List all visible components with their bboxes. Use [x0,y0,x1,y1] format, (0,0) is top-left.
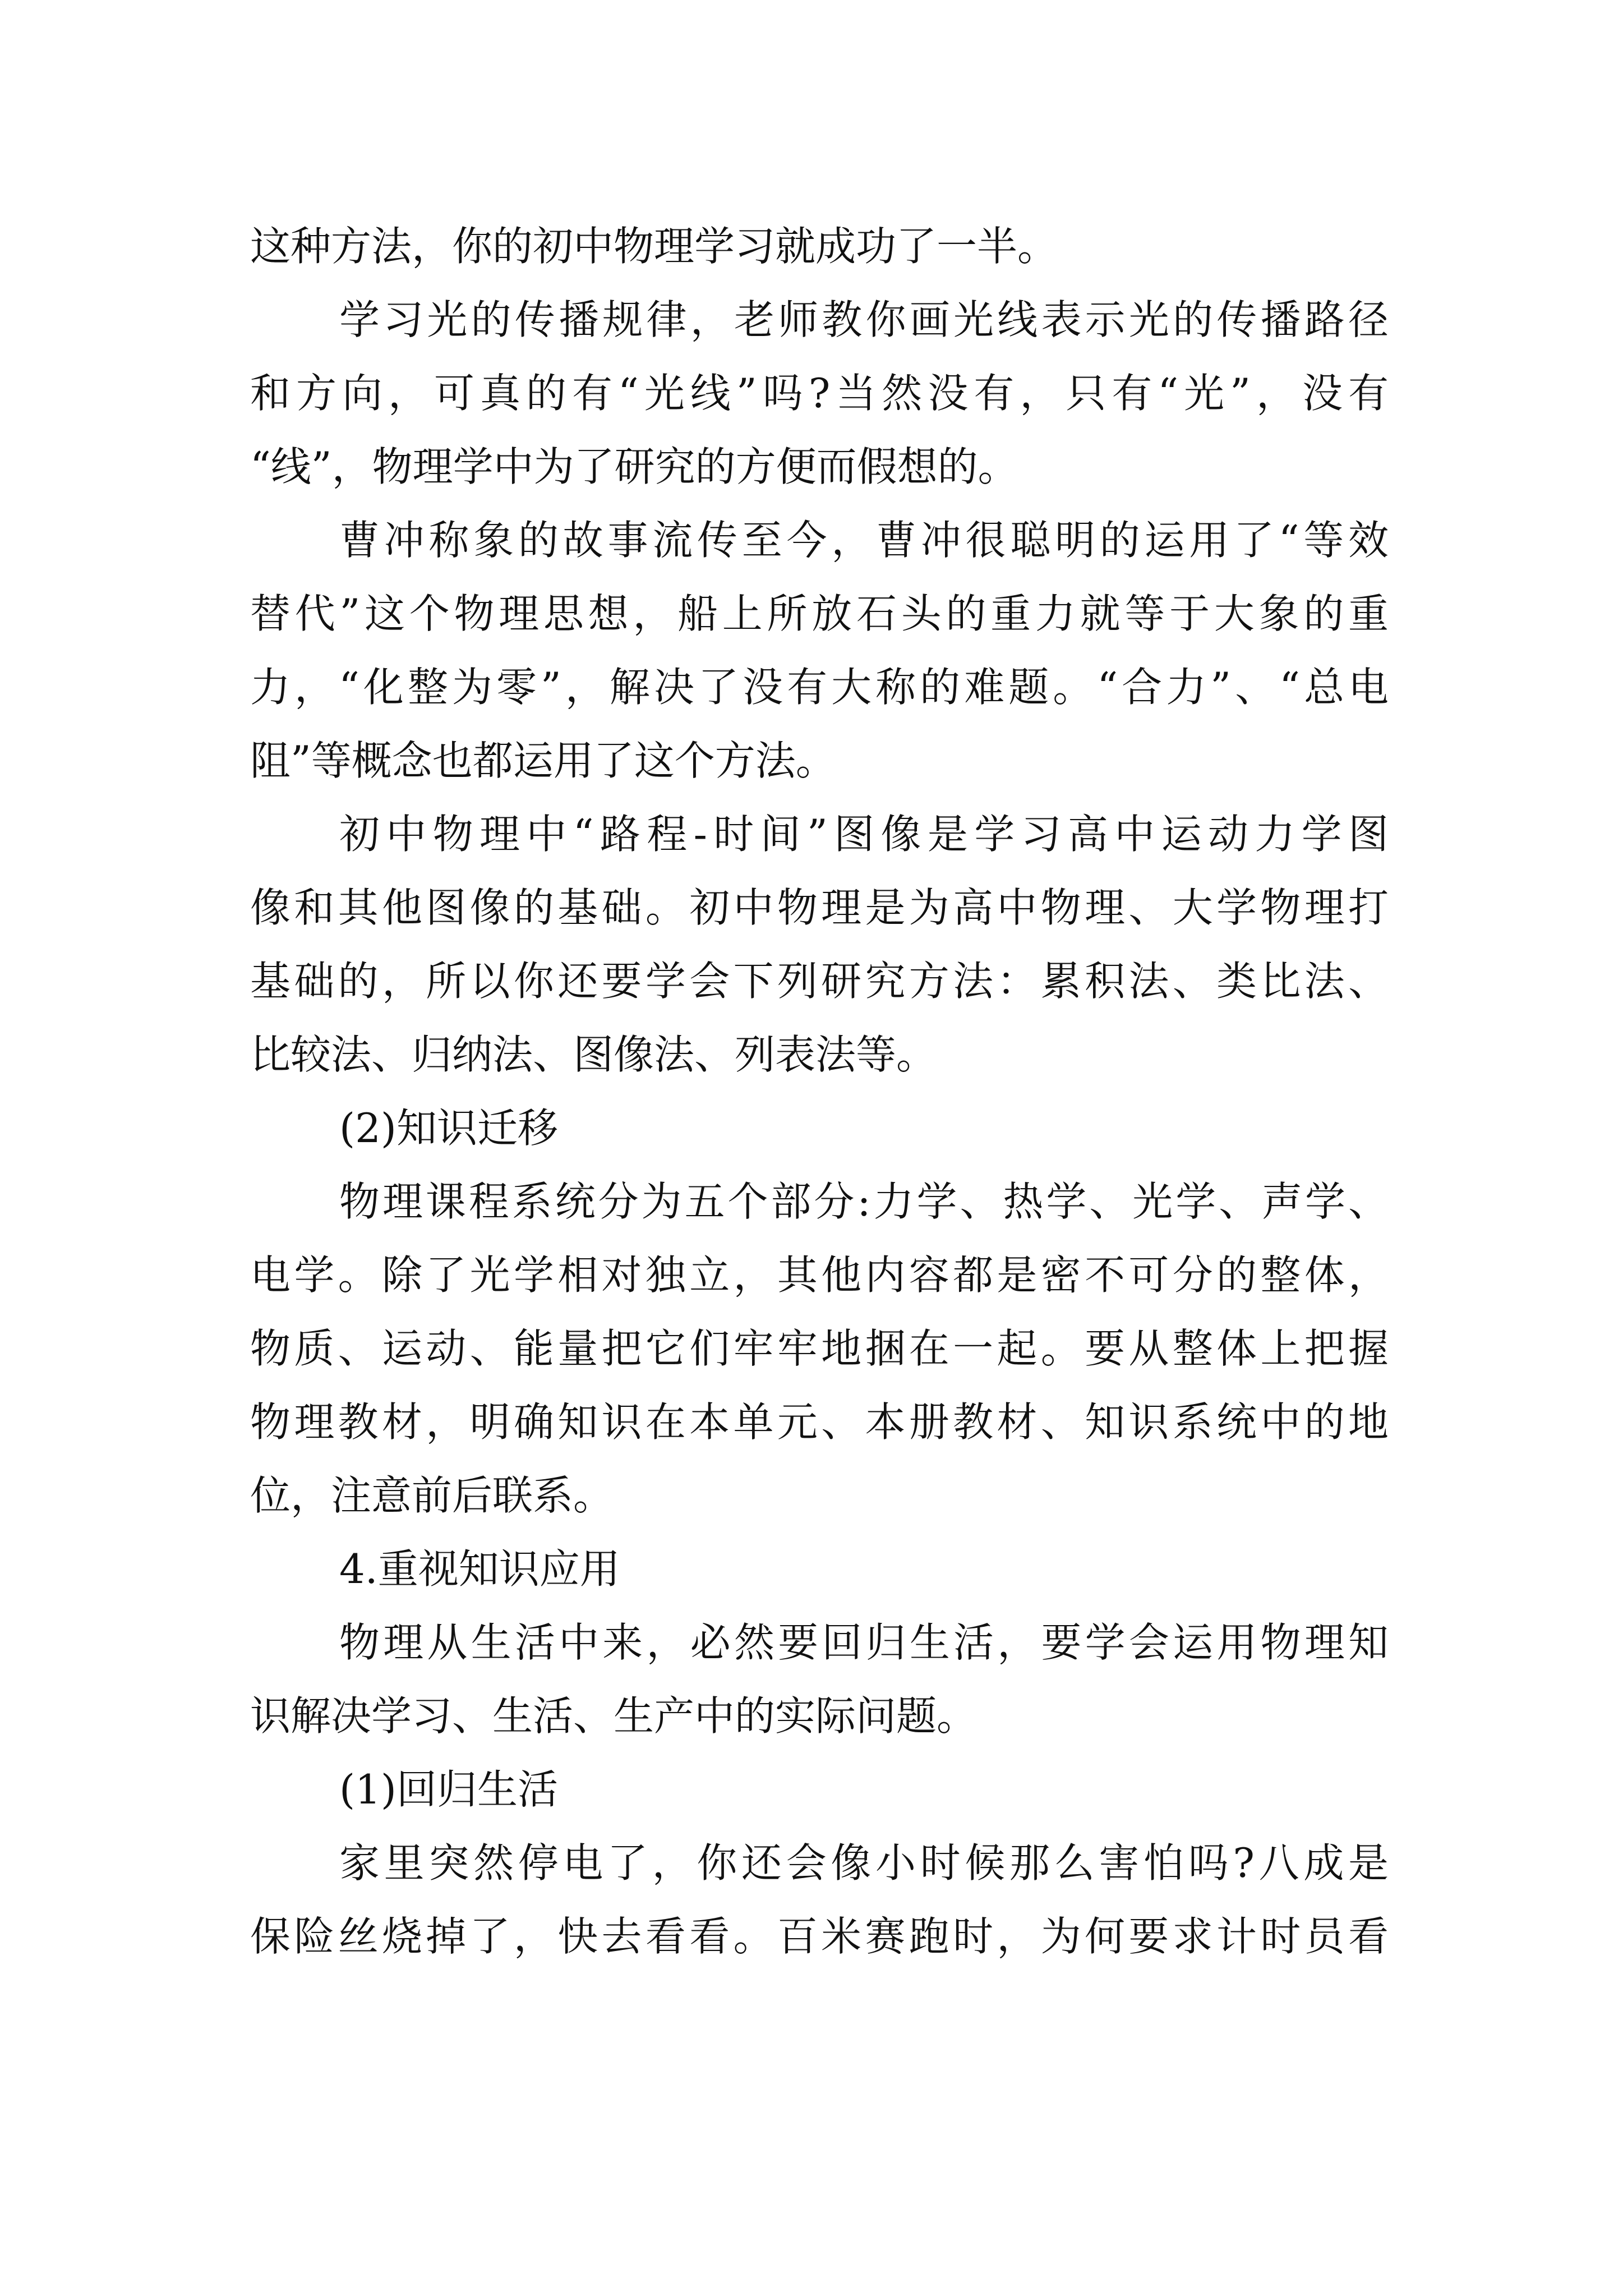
text-line: “线”，物理学中为了研究的方便而假想的。 [250,443,1018,490]
text-line: 比较法、归纳法、图像法、列表法等。 [250,1031,937,1078]
text-line: 基础的，所以你还要学会下列研究方法：累积法、类比法、 [250,958,1389,1005]
text-line: 力，“化整为零”，解决了没有大称的难题。“合力”、“总电 [250,664,1389,711]
text-line: 替代”这个物理思想，船上所放石头的重力就等于大象的重 [250,590,1389,637]
text-line: 阻”等概念也都运用了这个方法。 [250,737,836,784]
text-line: 位，注意前后联系。 [250,1472,614,1519]
text-line: 识解决学习、生活、生产中的实际问题。 [250,1692,978,1740]
text-line: 物理教材，明确知识在本单元、本册教材、知识系统中的地 [250,1398,1389,1446]
text-line: 和方向，可真的有“光线”吗?当然没有，只有“光”，没有 [250,370,1389,417]
text-line: 物理课程系统分为五个部分:力学、热学、光学、声学、 [339,1178,1389,1225]
text-line: 家里突然停电了，你还会像小时候那么害怕吗?八成是 [339,1839,1389,1887]
section-heading: (2)知识迁移 [339,1105,558,1152]
text-line: 这种方法，你的初中物理学习就成功了一半。 [250,223,1058,270]
text-line: 物理从生活中来，必然要回归生活，要学会运用物理知 [339,1619,1389,1666]
text-line: 电学。除了光学相对独立，其他内容都是密不可分的整体， [250,1251,1389,1299]
text-line: 初中物理中“路程-时间”图像是学习高中运动力学图 [339,811,1389,858]
text-line: 曹冲称象的故事流传至今，曹冲很聪明的运用了“等效 [339,517,1389,564]
text-line: 像和其他图像的基础。初中物理是为高中物理、大学物理打 [250,884,1389,931]
section-heading: (1)回归生活 [339,1766,558,1813]
section-heading: 4.重视知识应用 [339,1545,620,1593]
text-line: 学习光的传播规律，老师教你画光线表示光的传播路径 [339,296,1389,343]
text-line: 保险丝烧掉了，快去看看。百米赛跑时，为何要求计时员看 [250,1913,1389,1960]
text-line: 物质、运动、能量把它们牢牢地捆在一起。要从整体上把握 [250,1325,1389,1372]
